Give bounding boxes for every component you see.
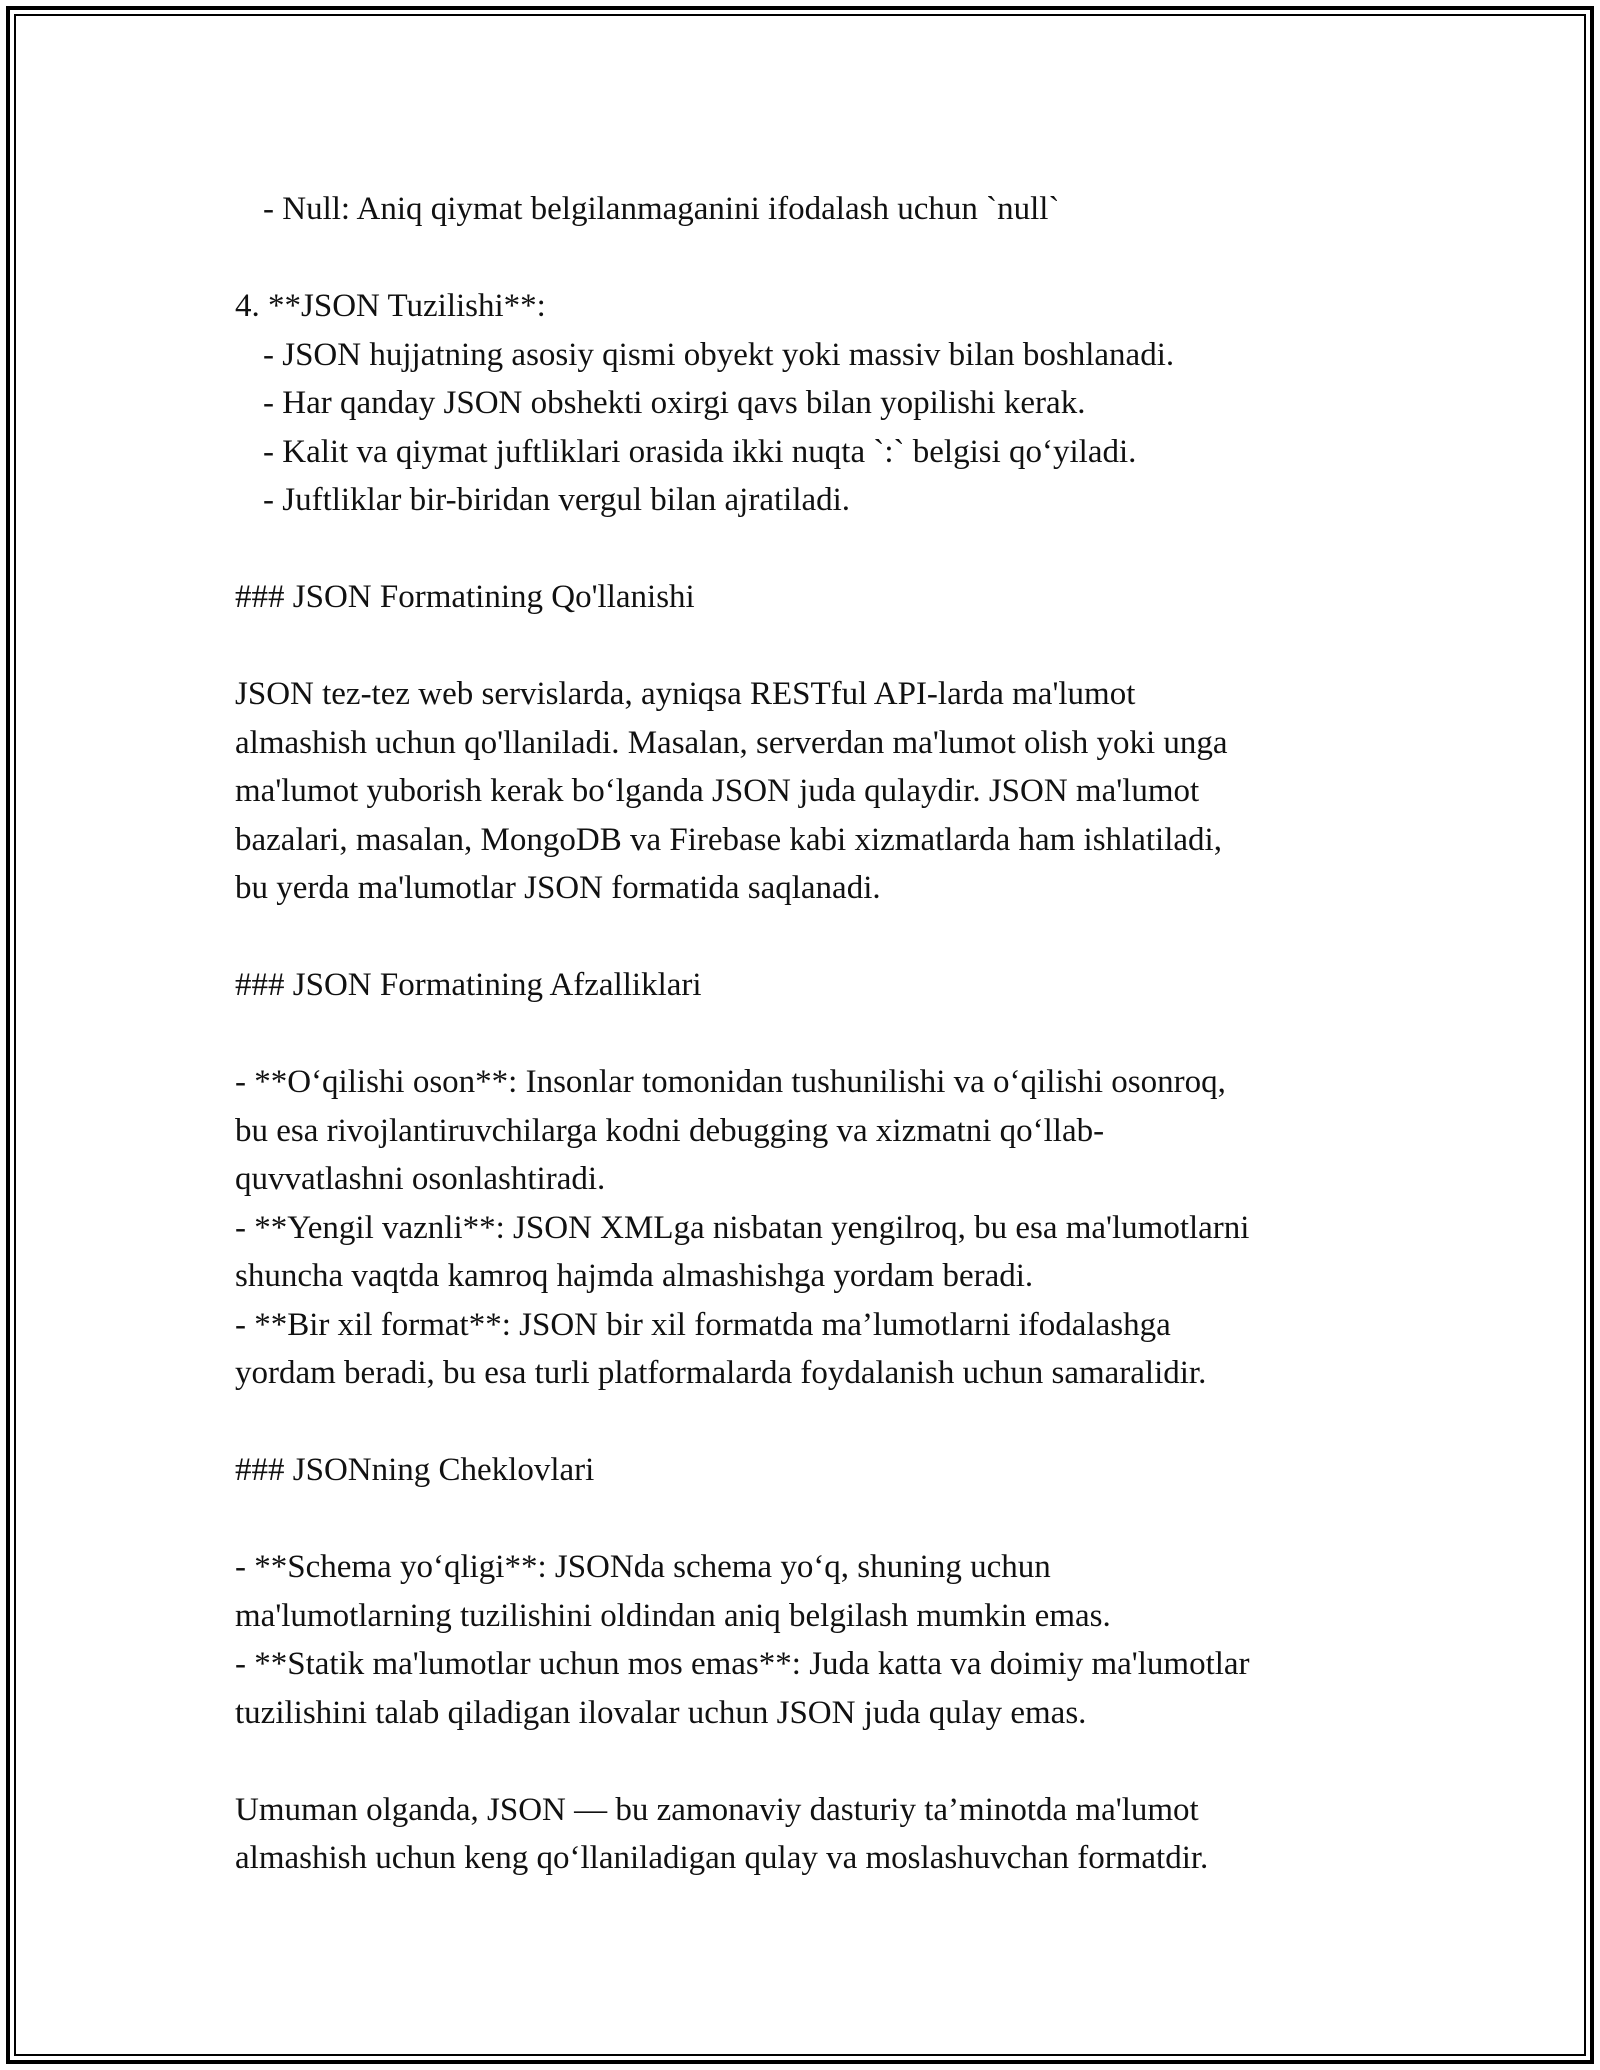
- list-item-null: - Null: Aniq qiymat belgilanmaganini ifodalash uchun `null`: [263, 191, 1060, 227]
- document-body: [235, 185, 1395, 1883]
- list-item: - JSON hujjatning asosiy qismi obyekt yoki massiv bilan boshlanadi.: [263, 336, 1175, 373]
- list-item: - Juftliklar bir-biridan vergul bilan ajratiladi.: [263, 482, 851, 518]
- paragraph-line: - **Bir xil format**: JSON bir xil formatda ma’lumotlarni ifodalashga: [235, 1306, 1171, 1343]
- paragraph-line: - **Schema yo‘qligi**: JSONda schema yo‘q, shuning uchun: [235, 1549, 1051, 1585]
- paragraph-line: shuncha vaqtda kamroq hajmda almashishga yordam beradi.: [235, 1258, 1034, 1294]
- paragraph-line: bazalari, masalan, MongoDB va Firebase kabi xizmatlarda ham ishlatiladi,: [235, 821, 1222, 858]
- paragraph-line: ma'lumot yuborish kerak bo‘lganda JSON juda qulaydir. JSON ma'lumot: [235, 773, 1200, 809]
- paragraph-spacer: [235, 1398, 1395, 1447]
- paragraph-line: - **O‘qilishi oson**: Insonlar tomonidan tushunilishi va o‘qilishi osonroq,: [235, 1064, 1226, 1100]
- paragraph-line: JSON tez-tez web servislarda, ayniqsa RESTful API-larda ma'lumot: [235, 676, 1136, 712]
- paragraph-spacer: [235, 525, 1395, 574]
- paragraph-spacer: [235, 913, 1395, 962]
- paragraph-line: almashish uchun qo'llaniladi. Masalan, serverdan ma'lumot olish yoki unga: [235, 724, 1228, 761]
- list-item: - Har qanday JSON obshekti oxirgi qavs bilan yopilishi kerak.: [263, 385, 1086, 421]
- paragraph-line: ma'lumotlarning tuzilishini oldindan aniq belgilash mumkin emas.: [235, 1597, 1111, 1634]
- paragraph-line: - **Statik ma'lumotlar uchun mos emas**: Juda katta va doimiy ma'lumotlar: [235, 1646, 1250, 1682]
- conclusion-line: Umuman olganda, JSON — bu zamonaviy dasturiy ta’minotda ma'lumot: [235, 1791, 1199, 1828]
- paragraph-line: quvvatlashni osonlashtiradi.: [235, 1161, 606, 1197]
- paragraph-spacer: [235, 234, 1395, 283]
- paragraph-line: bu yerda ma'lumotlar JSON formatida saqlanadi.: [235, 870, 881, 906]
- paragraph-line: bu esa rivojlantiruvchilarga kodni debugging va xizmatni qo‘llab-: [235, 1112, 1105, 1149]
- list-item: - Kalit va qiymat juftliklari orasida ikki nuqta `:` belgisi qo‘yiladi.: [263, 433, 1137, 470]
- section-heading-limitations: ### JSONning Cheklovlari: [235, 1452, 595, 1488]
- paragraph-line: yordam beradi, bu esa turli platformalarda foydalanish uchun samaralidir.: [235, 1355, 1207, 1391]
- paragraph-spacer: [235, 1737, 1395, 1786]
- section-heading-structure: 4. **JSON Tuzilishi**:: [235, 288, 546, 324]
- paragraph-spacer: [235, 622, 1395, 671]
- paragraph-line: - **Yengil vaznli**: JSON XMLga nisbatan yengilroq, bu esa ma'lumotlarni: [235, 1209, 1250, 1246]
- paragraph-spacer: [235, 1010, 1395, 1059]
- section-heading-advantages: ### JSON Formatining Afzalliklari: [235, 967, 702, 1003]
- section-heading-usage: ### JSON Formatining Qo'llanishi: [235, 579, 695, 615]
- conclusion-line: almashish uchun keng qo‘llaniladigan qulay va moslashuvchan formatdir.: [235, 1840, 1209, 1876]
- paragraph-line: tuzilishini talab qiladigan ilovalar uchun JSON juda qulay emas.: [235, 1694, 1087, 1731]
- paragraph-spacer: [235, 1495, 1395, 1544]
